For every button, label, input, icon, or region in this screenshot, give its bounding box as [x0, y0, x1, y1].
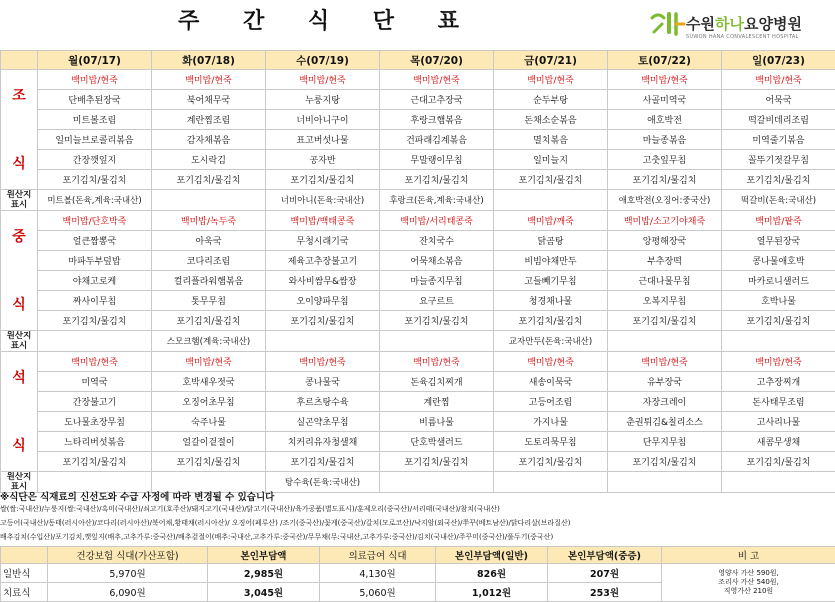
- menu-item: 백미밥/현죽: [380, 352, 494, 372]
- menu-item: 사골미역국: [608, 90, 722, 110]
- menu-item: 제육고추장불고기: [266, 251, 380, 271]
- menu-item: 치커리유자청샐채: [266, 432, 380, 452]
- price-cell: 5,970원: [48, 564, 208, 583]
- menu-row: [1, 452, 835, 472]
- menu-item: 백미밥/현죽: [722, 352, 835, 372]
- day-header: 화(07/18): [152, 51, 266, 70]
- day-header: 토(07/22): [608, 51, 722, 70]
- menu-item: 포기김치/물김치: [494, 311, 608, 331]
- menu-item: 백미밥/현죽: [494, 70, 608, 90]
- menu-item: 북어채무국: [152, 90, 266, 110]
- price-cell: 253원: [548, 583, 662, 602]
- origin-cell: 후랑크(돈육,계육:국내산): [380, 190, 494, 211]
- menu-item: 포기김치/물김치: [608, 452, 722, 472]
- menu-item: 백미밥/팥죽: [722, 211, 835, 231]
- menu-item: 백미밥/현죽: [380, 70, 494, 90]
- day-header: 월(07/17): [38, 51, 152, 70]
- menu-item: 요구르트: [380, 291, 494, 311]
- menu-item: 청경채나물: [494, 291, 608, 311]
- price-header: 의료급여 식대: [320, 547, 436, 564]
- origin-cell: 떡갈비(돈육:국내산): [722, 190, 835, 211]
- day-header: 금(07/21): [494, 51, 608, 70]
- menu-item: 표고버섯나물: [266, 130, 380, 150]
- menu-item: 포기김치/물김치: [38, 311, 152, 331]
- menu-item: 야채고로케: [38, 271, 152, 291]
- menu-row: [1, 352, 835, 372]
- menu-item: 오징어초무침: [152, 392, 266, 412]
- meal-label: 중 식: [1, 211, 38, 331]
- price-header: [1, 547, 48, 564]
- origin-cell: 미트볼(돈육,계육:국내산): [38, 190, 152, 211]
- notice-text: ※식단은 식재료의 신선도와 수급 사정에 따라 변경될 수 있습니다: [0, 489, 835, 503]
- menu-item: 얼갈이겉절이: [152, 432, 266, 452]
- origin-cell: 애호박전(오징어:중국산): [608, 190, 722, 211]
- price-header: 비 고: [662, 547, 835, 564]
- price-cell: 1,012원: [436, 583, 548, 602]
- page-title: 주 간 식 단 표: [0, 4, 655, 35]
- price-cell: 일반식: [1, 564, 48, 583]
- menu-row: [1, 150, 835, 170]
- menu-row: [1, 291, 835, 311]
- menu-item: 포기김치/물김치: [608, 170, 722, 190]
- menu-item: 근대고추장국: [380, 90, 494, 110]
- menu-item: 앙평해장국: [608, 231, 722, 251]
- menu-row: [1, 271, 835, 291]
- menu-item: 백미밥/현죽: [494, 352, 608, 372]
- menu-item: 백미밥/단호박죽: [38, 211, 152, 231]
- price-header: 본인부담액: [208, 547, 320, 564]
- menu-item: 계란찜조림: [152, 110, 266, 130]
- origin-cell: [152, 190, 266, 211]
- menu-item: 감자채볶음: [152, 130, 266, 150]
- price-cell: 2,985원: [208, 564, 320, 583]
- logo-mark-icon: [650, 8, 688, 38]
- menu-item: 무말랭이무침: [380, 150, 494, 170]
- menu-item: 후르츠탕수육: [266, 392, 380, 412]
- origin-row: [1, 190, 835, 211]
- menu-item: 어묵채소볶음: [380, 251, 494, 271]
- origin-line: 고등어(국내산)/동태(러시아산)/코다리(러시아산)/북어채,황태채(러시아산)/ 오징어(페루산) /조기(중국산)/꽃게(중국산)/갈치(모로코산)/낙지암(외국산)/쭈꾸(베트남산)/닭다리살(브라질산): [0, 516, 835, 530]
- menu-item: 고등어조림: [494, 392, 608, 412]
- menu-item: 간장불고기: [38, 392, 152, 412]
- day-header: 일(07/23): [722, 51, 835, 70]
- menu-item: 비빔야채만두: [494, 251, 608, 271]
- menu-item: 도토리묵무침: [494, 432, 608, 452]
- menu-item: 짜사이무침: [38, 291, 152, 311]
- origin-cell: [608, 331, 722, 352]
- menu-item: 포기김치/물김치: [266, 311, 380, 331]
- price-header: 본인부담액(일반): [436, 547, 548, 564]
- price-header: 본인부담액(중증): [548, 547, 662, 564]
- menu-item: 포기김치/물김치: [38, 452, 152, 472]
- origin-cell: [266, 331, 380, 352]
- menu-item: 간장깻잎지: [38, 150, 152, 170]
- menu-item: 후랑크햄볶음: [380, 110, 494, 130]
- price-cell: 3,045원: [208, 583, 320, 602]
- menu-item: 숙주나물: [152, 412, 266, 432]
- menu-row: [1, 170, 835, 190]
- menu-item: 자장크레이: [608, 392, 722, 412]
- menu-row: [1, 70, 835, 90]
- menu-item: 미역국: [38, 372, 152, 392]
- origin-cell: 스모크햄(계육:국내산): [152, 331, 266, 352]
- menu-item: 포기김치/물김치: [608, 311, 722, 331]
- menu-item: 백미밥/현죽: [608, 70, 722, 90]
- menu-item: 새콤무생채: [722, 432, 835, 452]
- menu-item: 가지나물: [494, 412, 608, 432]
- menu-row: [1, 251, 835, 271]
- menu-item: 콩나물국: [266, 372, 380, 392]
- menu-item: 단배추된장국: [38, 90, 152, 110]
- price-cell: 6,090원: [48, 583, 208, 602]
- menu-item: 코다리조림: [152, 251, 266, 271]
- menu-item: 돈채소순볶음: [494, 110, 608, 130]
- menu-item: 일미늘지: [494, 150, 608, 170]
- menu-item: 컬리플라워햄볶음: [152, 271, 266, 291]
- menu-item: 포기김치/물김치: [722, 452, 835, 472]
- menu-item: 도나물초장무침: [38, 412, 152, 432]
- menu-row: [1, 412, 835, 432]
- menu-item: 백미밥/백태콩죽: [266, 211, 380, 231]
- menu-item: 고들빼기무침: [494, 271, 608, 291]
- menu-item: 잔치국수: [380, 231, 494, 251]
- price-row: [1, 564, 835, 583]
- menu-item: 건파래김계볶음: [380, 130, 494, 150]
- menu-row: [1, 130, 835, 150]
- menu-item: 와사비쌈무&쌈장: [266, 271, 380, 291]
- menu-item: 고추장찌개: [722, 372, 835, 392]
- menu-row: [1, 432, 835, 452]
- origin-cell: [722, 331, 835, 352]
- menu-item: 부추장떡: [608, 251, 722, 271]
- menu-item: 비름나물: [380, 412, 494, 432]
- menu-item: 포기김치/물김치: [722, 311, 835, 331]
- menu-item: 백미밥/현죽: [38, 352, 152, 372]
- price-header-row: [1, 547, 835, 564]
- meal-label: 조 식: [1, 70, 38, 190]
- menu-item: 백미밥/깨죽: [494, 211, 608, 231]
- menu-item: 포기김치/물김치: [152, 452, 266, 472]
- menu-item: 일미늘브로콜리볶음: [38, 130, 152, 150]
- menu-item: 아욱국: [152, 231, 266, 251]
- menu-item: 새송이묵국: [494, 372, 608, 392]
- logo-subtitle: SUWON HANA CONVALESCENT HOSPITAL: [686, 34, 799, 40]
- menu-item: 포기김치/물김치: [494, 452, 608, 472]
- meal-price-table: [0, 546, 835, 602]
- menu-item: 미트볼조림: [38, 110, 152, 130]
- menu-item: 춘권튀김&칠리소스: [608, 412, 722, 432]
- menu-item: 계란찜: [380, 392, 494, 412]
- price-cell: 5,060원: [320, 583, 436, 602]
- menu-item: 무청시래기국: [266, 231, 380, 251]
- menu-item: 너비아니구이: [266, 110, 380, 130]
- menu-item: 닭곰탕: [494, 231, 608, 251]
- day-header: 수(07/19): [266, 51, 380, 70]
- day-header-row: [1, 51, 835, 70]
- day-header: 목(07/20): [380, 51, 494, 70]
- menu-item: 얼큰짬뽕국: [38, 231, 152, 251]
- price-cell: 치료식: [1, 583, 48, 602]
- menu-item: 백미밥/현죽: [38, 70, 152, 90]
- origin-cell: 너비아니(돈육:국내산): [266, 190, 380, 211]
- menu-row: [1, 392, 835, 412]
- menu-item: 백미밥/소고기야채죽: [608, 211, 722, 231]
- menu-item: 마파두부덮밥: [38, 251, 152, 271]
- menu-row: [1, 90, 835, 110]
- menu-item: 톳무무침: [152, 291, 266, 311]
- menu-item: 공자반: [266, 150, 380, 170]
- origin-line: 배추김치(수입산)/포기김치,깻잎지(배추,고추가루:중국산)/배추겉절이(배추:국내산,고추가루:중국산)/무무채(무:국내산,고추가루:중국산)/김치(국내산)/주꾸미(중국산)/풀두기(중국산): [0, 530, 835, 544]
- menu-item: 느타리버섯볶음: [38, 432, 152, 452]
- menu-item: 단무지무침: [608, 432, 722, 452]
- menu-item: 백미밥/현죽: [152, 352, 266, 372]
- origin-label: 원산지 표시: [1, 190, 38, 211]
- menu-item: 순두부탕: [494, 90, 608, 110]
- menu-item: 백미밥/현죽: [266, 70, 380, 90]
- menu-item: 떡갈비데리조림: [722, 110, 835, 130]
- origin-cell: 탕수육(돈육:국내산): [266, 472, 380, 493]
- menu-item: 포기김치/물김치: [266, 452, 380, 472]
- price-cell: 826원: [436, 564, 548, 583]
- menu-item: 백미밥/현죽: [152, 70, 266, 90]
- origin-cell: [380, 331, 494, 352]
- menu-item: 호박나물: [722, 291, 835, 311]
- menu-item: 마늘종지무침: [380, 271, 494, 291]
- menu-item: 오이양파무침: [266, 291, 380, 311]
- origin-cell: [494, 190, 608, 211]
- menu-item: 어묵국: [722, 90, 835, 110]
- logo-name: 수원하나요양병원: [686, 13, 802, 34]
- price-cell: 4,130원: [320, 564, 436, 583]
- meal-label: 석 식: [1, 352, 38, 472]
- menu-row: [1, 110, 835, 130]
- price-note: 영양사 가산 590원, 조리사 가산 540원, 직영가산 210원: [662, 564, 835, 602]
- origin-cell: [38, 331, 152, 352]
- hospital-logo: [650, 8, 835, 44]
- price-cell: 207원: [548, 564, 662, 583]
- menu-item: 애호박전: [608, 110, 722, 130]
- menu-item: 돈사태무조림: [722, 392, 835, 412]
- menu-item: 오복지무침: [608, 291, 722, 311]
- menu-item: 포기김치/물김치: [722, 170, 835, 190]
- menu-item: 유부장국: [608, 372, 722, 392]
- menu-item: 포기김치/물김치: [38, 170, 152, 190]
- menu-item: 열무된장국: [722, 231, 835, 251]
- menu-item: 백미밥/현죽: [266, 352, 380, 372]
- menu-item: 포기김치/물김치: [380, 170, 494, 190]
- menu-item: 미역줄기볶음: [722, 130, 835, 150]
- weekly-menu-table: [0, 50, 835, 493]
- origin-row: [1, 331, 835, 352]
- origin-label: 원산지 표시: [1, 472, 38, 493]
- menu-item: 포기김치/물김치: [380, 311, 494, 331]
- menu-item: 단호박샐러드: [380, 432, 494, 452]
- menu-item: 마늘종볶음: [608, 130, 722, 150]
- origin-label: 원산지 표시: [1, 331, 38, 352]
- menu-item: 마카로니샐러드: [722, 271, 835, 291]
- origin-line: 쌀(쌀:국내산)/누룽지(쌀:국내산)/흑미(국내산)/쇠고기(호주산)/돼지고기(국내산)/닭고기(국내산)/육가공품(별도표시)/훈제오리(중국산)/서리태(국내산)/참치(국내산): [0, 502, 835, 516]
- menu-item: 포기김치/물김치: [266, 170, 380, 190]
- menu-row: [1, 372, 835, 392]
- menu-item: 돈육김치찌개: [380, 372, 494, 392]
- menu-item: 누룽지탕: [266, 90, 380, 110]
- menu-item: 꼴뚜기젓갈무침: [722, 150, 835, 170]
- menu-item: 포기김치/물김치: [152, 170, 266, 190]
- origin-cell: 교자만두(돈육:국내산): [494, 331, 608, 352]
- menu-item: 백미밥/현죽: [608, 352, 722, 372]
- menu-item: 포기김치/물김치: [152, 311, 266, 331]
- menu-item: 포기김치/물김치: [380, 452, 494, 472]
- menu-item: 호박새우젓국: [152, 372, 266, 392]
- menu-item: 백미밥/서리태콩죽: [380, 211, 494, 231]
- menu-item: 콩나물애호박: [722, 251, 835, 271]
- menu-item: 포기김치/물김치: [494, 170, 608, 190]
- menu-item: 실곤약초무침: [266, 412, 380, 432]
- menu-row: [1, 231, 835, 251]
- menu-item: 백미밥/녹두죽: [152, 211, 266, 231]
- price-header: 건강보험 식대(가산포함): [48, 547, 208, 564]
- menu-item: 도시락김: [152, 150, 266, 170]
- menu-item: 근대나물무침: [608, 271, 722, 291]
- menu-item: 멸치볶음: [494, 130, 608, 150]
- menu-item: 고춧잎무침: [608, 150, 722, 170]
- menu-item: 백미밥/현죽: [722, 70, 835, 90]
- menu-row: [1, 211, 835, 231]
- menu-item: 고사리나물: [722, 412, 835, 432]
- menu-row: [1, 311, 835, 331]
- corner-cell: [1, 51, 38, 70]
